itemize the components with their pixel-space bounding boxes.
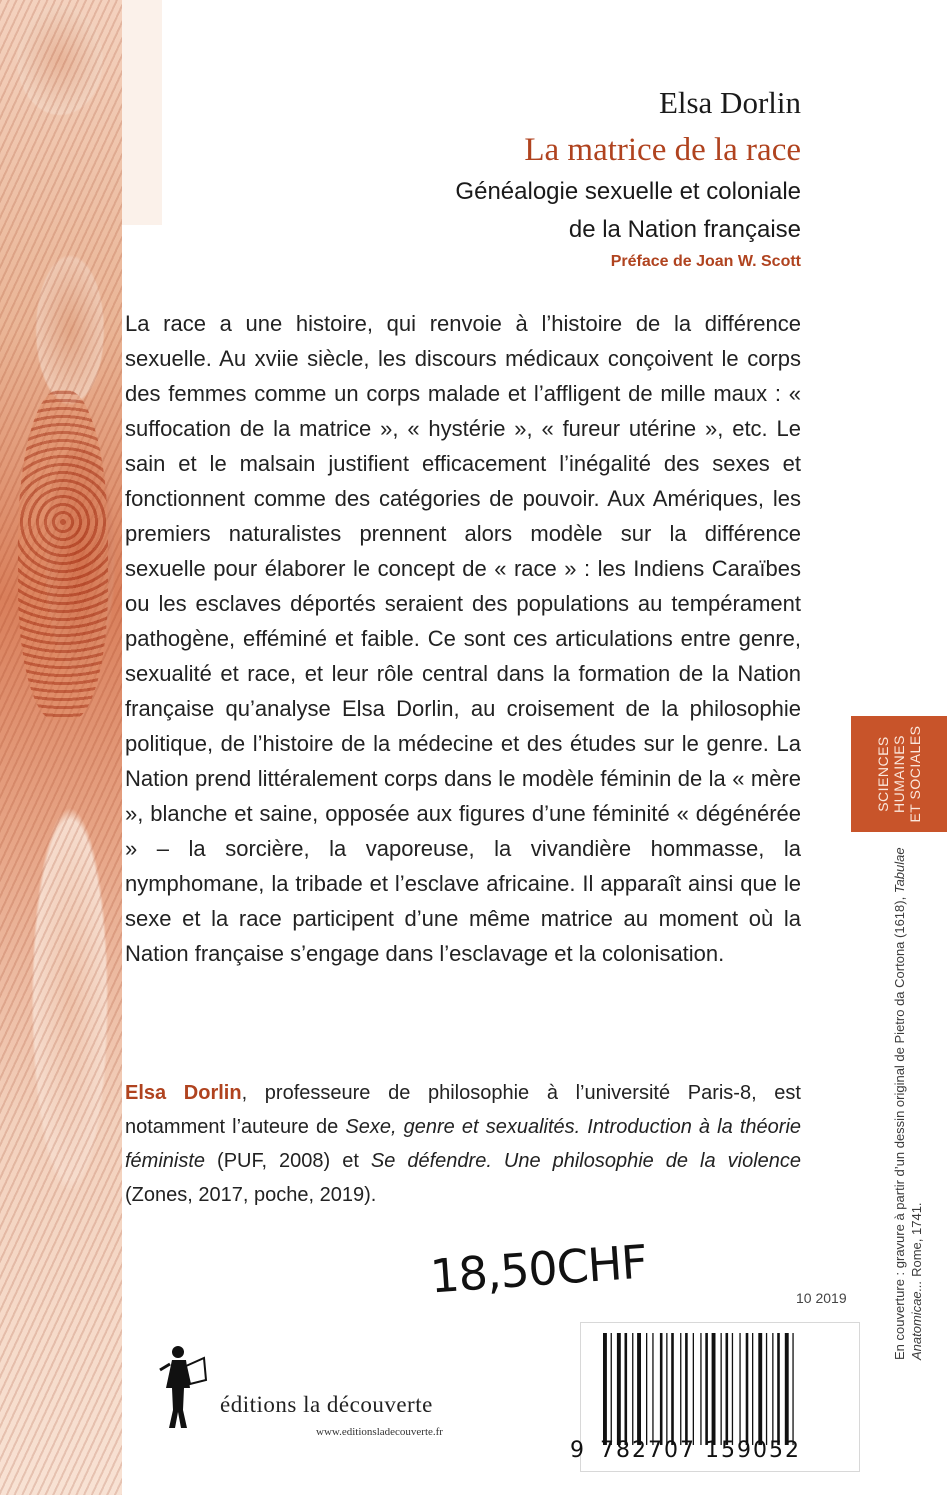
barcode-bar <box>726 1333 729 1445</box>
barcode-bar <box>637 1333 641 1445</box>
bio-book-2: Se défendre. Une philosophie de la violence <box>370 1150 802 1172</box>
book-subtitle-line-1: Généalogie sexuelle et coloniale <box>455 178 801 205</box>
barcode-bar <box>611 1333 612 1445</box>
engraving-hatching <box>0 0 122 1495</box>
barcode-bar <box>792 1333 793 1445</box>
category-line-2: HUMAINES <box>891 735 907 813</box>
barcode-bar <box>721 1333 722 1445</box>
category-line-1: SCIENCES <box>875 736 891 812</box>
price-sticker: 18,50CHF <box>428 1234 649 1304</box>
barcode-bar <box>700 1333 701 1445</box>
barcode-bar <box>732 1333 733 1445</box>
book-title: La matrice de la race <box>524 132 801 168</box>
category-tab <box>851 716 947 832</box>
cover-engraving-image <box>0 0 122 1495</box>
cover-credit-text <box>891 840 925 1360</box>
barcode-bar <box>712 1333 716 1445</box>
back-cover-blurb: La race a une histoire, qui renvoie à l’histoire de la différence sexuelle. Au xviie siècle, les discours médicaux conçoivent le corps des femmes comme un corps malade et l’affligent de mille maux : « suffocation de la matrice », « hystérie », « fureur utérine », etc. Le sain et le malsain justifient efficacement l’inégalité des sexes et fonctionnent comme des catégories de pouvoir. Aux Amériques, les premiers naturalistes prennent alors modèle sur la différence sexuelle pour élaborer le concept de « race » : les Indiens Caraïbes ou les esclaves déportés seraient des populations au tempérament pathogène, efféminé et faible. Ce sont ces articulations entre genre, sexualité et race, et leur rôle central dans la formation de la Nation française qu’analyse Elsa Dorlin, au croisement de la philosophie politique, de l’histoire de la médecine et des études sur le genre. La Nation prend littéralement corps dans le modèle féminin de la « mère », blanche et saine, opposée aux figures d’une féminité « dégénérée » – la sorcière, la vaporeuse, la vivandière hommasse, la nymphomane, la tribade et l’esclave africaine. Il apparaît ainsi que le sexe et la race participent d’une même matrice au moment où la Nation française s’engage dans l’esclavage et la colonisation. <box>125 311 801 966</box>
barcode-bar <box>660 1333 663 1445</box>
barcode-bar <box>680 1333 681 1445</box>
barcode-bar <box>705 1333 708 1445</box>
bio-author-name: Elsa Dorlin <box>125 1082 242 1104</box>
barcode-bar <box>685 1333 688 1445</box>
barcode-bar <box>617 1333 621 1445</box>
bio-book-1: Sexe, genre et sexualités. Introduction à la théorie féministe <box>125 1116 802 1172</box>
barcode-bar <box>758 1333 762 1445</box>
barcode-bar <box>652 1333 653 1445</box>
book-header <box>455 84 801 274</box>
preface-credit: Préface de Joan W. Scott <box>610 253 801 270</box>
barcode-bar <box>772 1333 773 1445</box>
category-line-3: ET SOCIALES <box>907 725 923 823</box>
cover-flap <box>122 0 162 225</box>
barcode-bar <box>739 1333 740 1445</box>
barcode-bar <box>666 1333 667 1445</box>
author-bio <box>125 1076 801 1212</box>
barcode-bar <box>671 1333 674 1445</box>
barcode-bars <box>603 1333 839 1445</box>
barcode-bar <box>746 1333 749 1445</box>
barcode-bar <box>752 1333 753 1445</box>
credit-text-2: Rome, 1741. <box>909 1202 924 1281</box>
barcode-bar <box>785 1333 789 1445</box>
barcode-bar <box>777 1333 780 1445</box>
book-subtitle-line-2: de la Nation française <box>568 216 801 243</box>
barcode-bar <box>632 1333 633 1445</box>
engraving-anatomy <box>18 390 108 720</box>
barcode-digits: 782707 159052 <box>600 1438 801 1463</box>
bio-text-3: (Zones, 2017, poche, 2019). <box>125 1184 377 1206</box>
credit-title: Tabulae Anatomicae... <box>892 847 924 1360</box>
barcode-bar <box>693 1333 694 1445</box>
barcode-bar <box>646 1333 647 1445</box>
category-label <box>875 716 923 832</box>
publisher-name: éditions la découverte <box>220 1392 433 1417</box>
barcode-bar <box>603 1333 607 1445</box>
print-date: 10 2019 <box>796 1290 847 1306</box>
barcode-first-digit: 9 <box>570 1438 584 1463</box>
barcode-bar <box>625 1333 628 1445</box>
author-name: Elsa Dorlin <box>658 85 801 120</box>
publisher-url: www.editionsladecouverte.fr <box>316 1426 443 1438</box>
publisher-logo-icon <box>150 1340 210 1430</box>
credit-text-1: En couverture : gravure à partir d’un dessin original de Pietro da Cortona (1618), <box>892 893 907 1360</box>
barcode-bar <box>766 1333 767 1445</box>
bio-text-2: (PUF, 2008) et <box>205 1150 371 1172</box>
bio-text-1: , professeure de philosophie à l’université Paris-8, est notamment l’auteure de <box>125 1082 801 1138</box>
